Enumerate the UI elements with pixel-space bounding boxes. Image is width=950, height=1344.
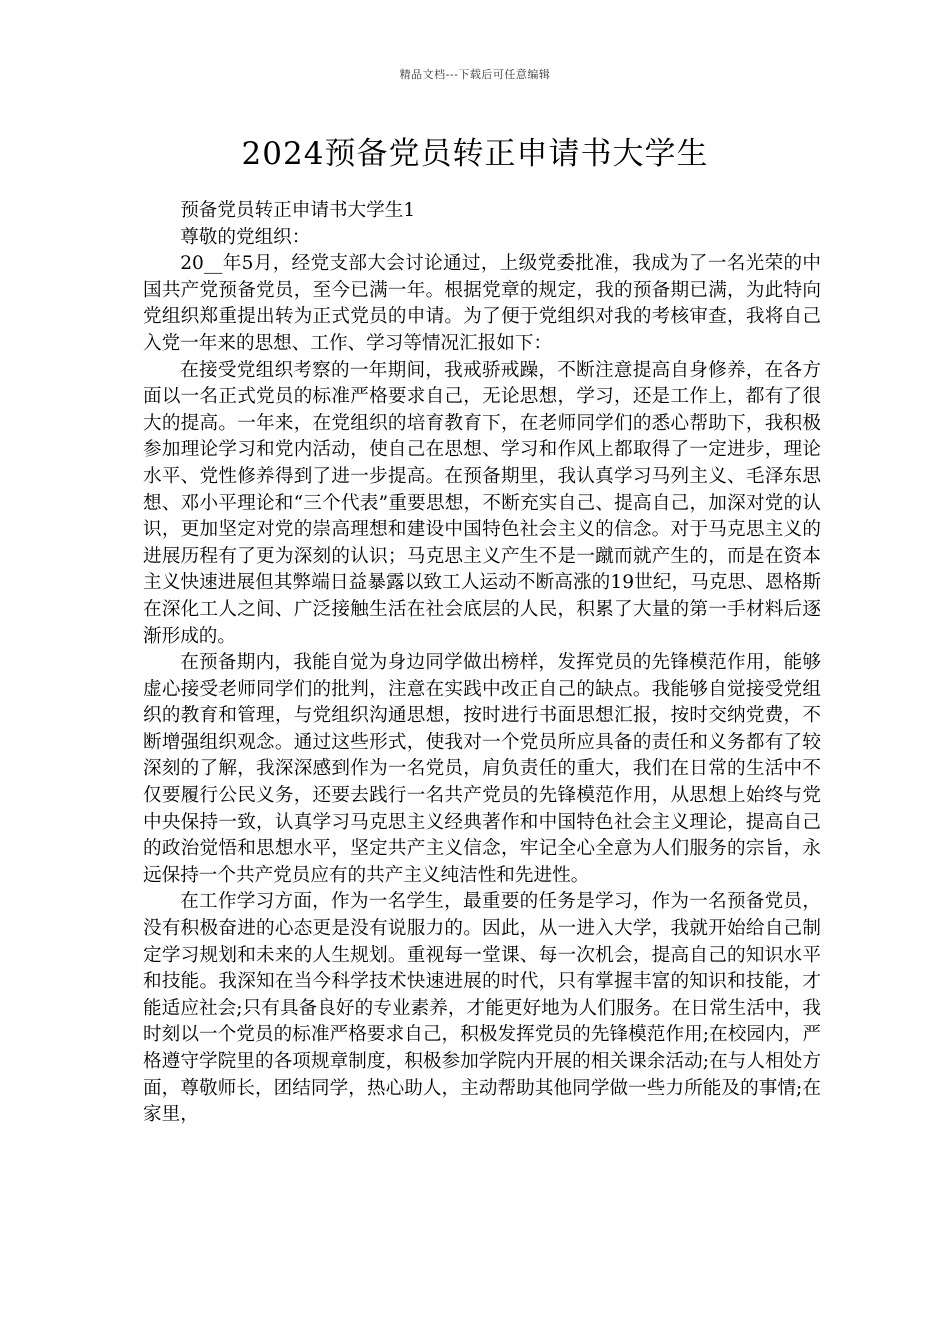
paragraph: 在工作学习方面，作为一名学生，最重要的任务是学习，作为一名预备党员，没有积极奋进的心态更是没有说服力的。因此，从一进入大学，我就开始给自己制定学习规划和未来的人生规划。重视每一堂课、每一次机会，提高自己的知识水平和技能。我深知在当今科学技术快速进展的时代，只有掌握丰富的知识和技能，才能适应社会;只有具备良好的专业素养，才能更好地为人们服务。在日常生活中，我时刻以一个党员的标准严格要求自己，积极发挥党员的先锋模范作用;在校园内，严格遵守学院里的各项规章制度，积极参加学院内开展的相关课余活动;在与人相处方面，尊敬师长，团结同学，热心助人，主动帮助其他同学做一些力所能及的事情;在家里， bbox=[143, 891, 821, 1126]
paragraph: 在预备期内，我能自觉为身边同学做出榜样，发挥党员的先锋模范作用，能够虚心接受老师同学们的批判，注意在实践中改正自己的缺点。我能够自觉接受党组织的教育和管理，与党组织沟通思想，按时进行书面思想汇报，按时交纳党费，不断增强组织观念。通过这些形式，使我对一个党员所应具备的责任和义务都有了较深刻的了解，我深深感到作为一名党员，肩负责任的重大，我们在日常的生活中不仅要履行公民义务，还要去践行一名共产党员的先锋模范作用，从思想上始终与党中央保持一致，认真学习马克思主义经典著作和中国特色社会主义理论，提高自己的政治觉悟和思想水平，坚定共产主义信念，牢记全心全意为人们服务的宗旨，永远保持一个共产党员应有的共产主义纯洁性和先进性。 bbox=[143, 652, 821, 886]
paragraph: 20__年5月，经党支部大会讨论通过，上级党委批准，我成为了一名光荣的中国共产党预备党员，至今已满一年。根据党章的规定，我的预备期已满，为此特向党组织郑重提出转为正式党员的申请。为了便于党组织对我的考核审查，我将自己入党一年来的思想、工作、学习等情况汇报如下： bbox=[143, 253, 821, 354]
paragraph: 在接受党组织考察的一年期间，我戒骄戒躁，不断注意提高自身修养，在各方面以一名正式党员的标准严格要求自己，无论思想，学习，还是工作上，都有了很大的提高。一年来，在党组织的培育教育下，在老师同学们的悉心帮助下，我积极参加理论学习和党内活动，使自己在思想、学习和作风上都取得了一定进步，理论水平、党性修养得到了进一步提高。在预备期里，我认真学习马列主义、毛泽东思想、邓小平理论和“三个代表”重要思想，不断充实自己、提高自己，加深对党的认识，更加坚定对党的崇高理想和建设中国特色社会主义的信念。对于马克思主义的进展历程有了更为深刻的认识；马克思主义产生不是一蹴而就产生的，而是在资本主义快速进展但其弊端日益暴露以致工人运动不断高涨的19世纪，马克思、恩格斯在深化工人之间、广泛接触生活在社会底层的人民，积累了大量的第一手材料后逐渐形成的。 bbox=[143, 359, 821, 647]
document-body bbox=[143, 198, 821, 1129]
document-title: 2024预备党员转正申请书大学生 bbox=[241, 136, 709, 172]
header-note: 精品文档---下载后可任意编辑 bbox=[399, 68, 551, 81]
subtitle: 预备党员转正申请书大学生1 bbox=[180, 200, 416, 221]
salutation: 尊敬的党组织： bbox=[180, 226, 311, 248]
